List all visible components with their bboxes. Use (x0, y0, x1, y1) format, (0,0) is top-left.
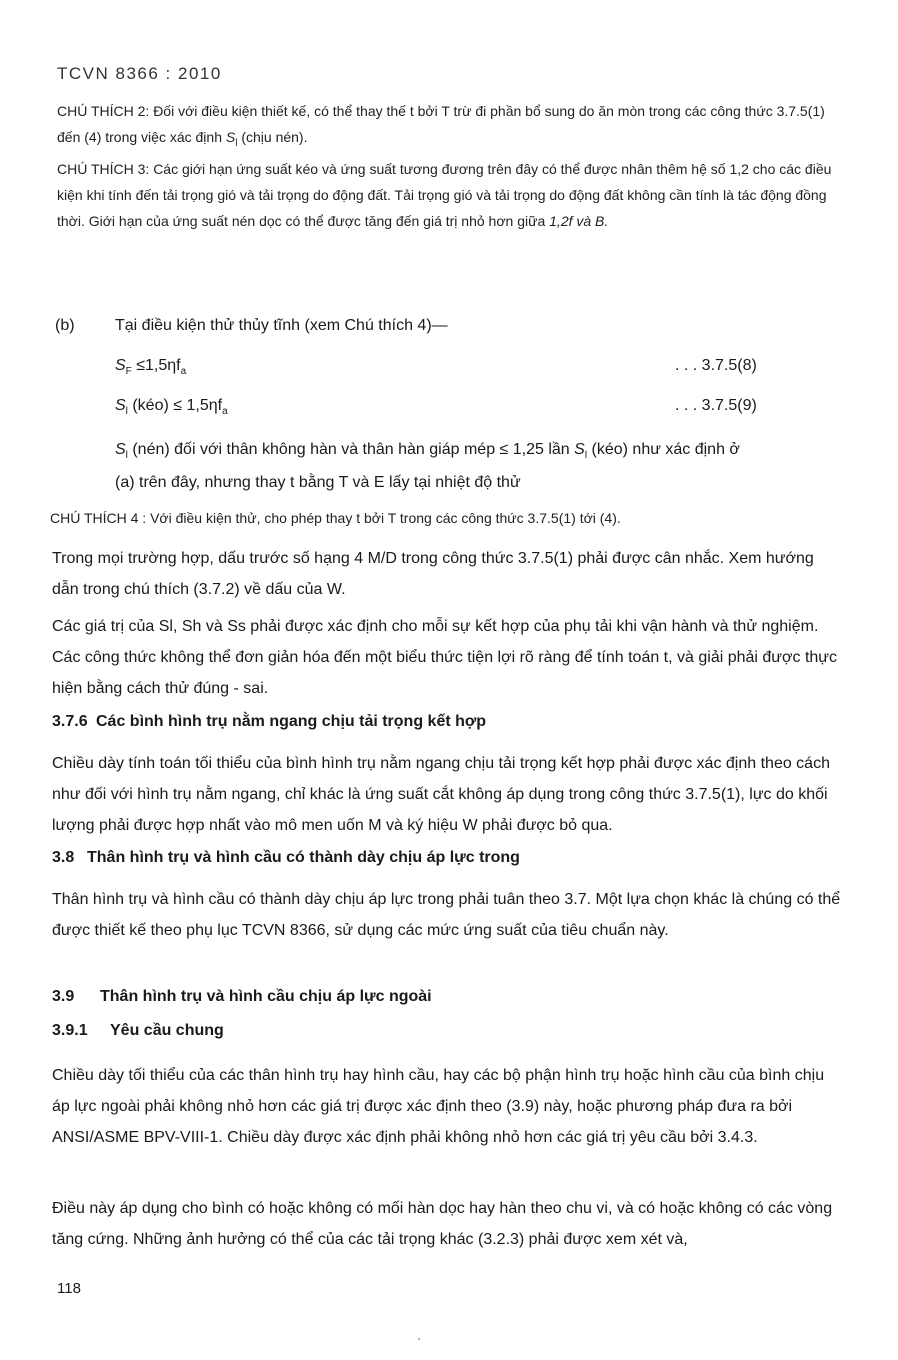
paragraph-sign-of-term: Trong mọi trường hợp, dấu trước số hạng 4 M/D trong công thức 3.7.5(1) phải được cân nhắc. Xem hướng dẫn trong chú thích (3.7.2) về dấu của W. (52, 550, 814, 598)
note-2: CHÚ THÍCH 2: Đối với điều kiện thiết kế, có thể thay thế t bởi T trừ đi phần bổ sung do ăn mòn trong các công thức 3.7.5(1) đến (4) trong việc xác định $S_l$ (chịu nén). (57, 103, 825, 149)
heading-3-9: 3.9 Thân hình trụ và hình cầu chịu áp lực ngoài (52, 988, 432, 1005)
note-3: CHÚ THÍCH 3: Các giới hạn ứng suất kéo và ứng suất tương đương trên đây có thể được nhân thêm hệ số 1,2 cho các điều kiện khi tính đến tải trọng gió và tải trọng do động đất. Tải trọng gió và tải trọng do động đất không cần tính là tác động đồng thời. Giới hạn của ứng suất nén dọc có thể được tăng đến giá trị nhỏ hơn giữa 1,2f và B. (57, 161, 832, 229)
page-number: 118 (57, 1280, 81, 1297)
equation-number-8: . . . 3.7.5(8) (675, 357, 757, 374)
note-4: CHÚ THÍCH 4 : Với điều kiện thử, cho phép thay t bởi T trong các công thức 3.7.5(1) tới (4). (50, 510, 621, 526)
equation-number-9: . . . 3.7.5(9) (675, 397, 757, 414)
paragraph-stress-values: Các giá trị của Sl, Sh và Ss phải được xác định cho mỗi sự kết hợp của phụ tải khi vận hành và thử nghiệm. Các công thức không thể đơn giản hóa đến một biểu thức tiện lợi rõ ràng để tính toán t, và giải phải được thực hiện bằng cách thử đúng - sai. (52, 618, 838, 697)
paragraph-applicability: Điều này áp dụng cho bình có hoặc không có mối hàn dọc hay hàn theo chu vi, và có hoặc không có các vòng tăng cứng. Những ảnh hưởng có thể của các tải trọng khác (3.2.3) phải được xem xét và, (52, 1200, 833, 1248)
heading-3-8: 3.8 Thân hình trụ và hình cầu có thành dày chịu áp lực trong (52, 849, 520, 866)
heading-3-7-6: 3.7.6 Các bình hình trụ nằm ngang chịu tải trọng kết hợp (52, 713, 487, 730)
standard-header: TCVN 8366 : 2010 (57, 64, 222, 83)
item-b-test-line: (a) trên đây, nhưng thay t bằng T và E lấy tại nhiệt độ thử (115, 474, 521, 491)
paragraph-horizontal-vessel: Chiều dày tính toán tối thiểu của bình hình trụ nằm ngang chịu tải trọng kết hợp phải được xác định theo cách như đối với hình trụ nằm ngang, chỉ khác là ứng suất cắt không áp dụng trong công thức 3.7.5(1), lực do khối lượng phải được hợp nhất vào mô men uốn M và ký hiệu W phải được bỏ qua. (52, 755, 830, 834)
scan-speck (418, 1338, 420, 1340)
item-b-compression-line: $S_l$ (nén) đối với thân không hàn và thân hàn giáp mép ≤ 1,25 lần $S_l$ (kéo) như xác định ở (115, 441, 740, 462)
equation-3-7-5-8: $S_F \le 1,5\eta f_a$ (115, 357, 187, 378)
paragraph-thick-walled: Thân hình trụ và hình cầu có thành dày chịu áp lực trong phải tuân theo 3.7. Một lựa chọn khác là chúng có thể được thiết kế theo phụ lục TCVN 8366, sử dụng các mức ứng suất của tiêu chuẩn này. (52, 891, 841, 939)
paragraph-minimum-thickness: Chiều dày tối thiểu của các thân hình trụ hay hình cầu, hay các bộ phận hình trụ hoặc hình cầu của bình chịu áp lực ngoài phải không nhỏ hơn các giá trị được xác định theo (3.9) này, hoặc phương pháp đưa ra bởi ANSI/ASME BPV-VIII-1. Chiều dày được xác định phải không nhỏ hơn các giá trị yêu cầu bởi 3.4.3. (52, 1067, 825, 1146)
heading-3-9-1: 3.9.1 Yêu cầu chung (52, 1022, 224, 1039)
equation-3-7-5-9: $S_l$ (kéo) ≤ $1,5\eta f_a$ (115, 397, 228, 418)
item-b-text: Tại điều kiện thử thủy tĩnh (xem Chú thích 4)— (115, 317, 448, 334)
item-b-label: (b) (55, 317, 75, 334)
